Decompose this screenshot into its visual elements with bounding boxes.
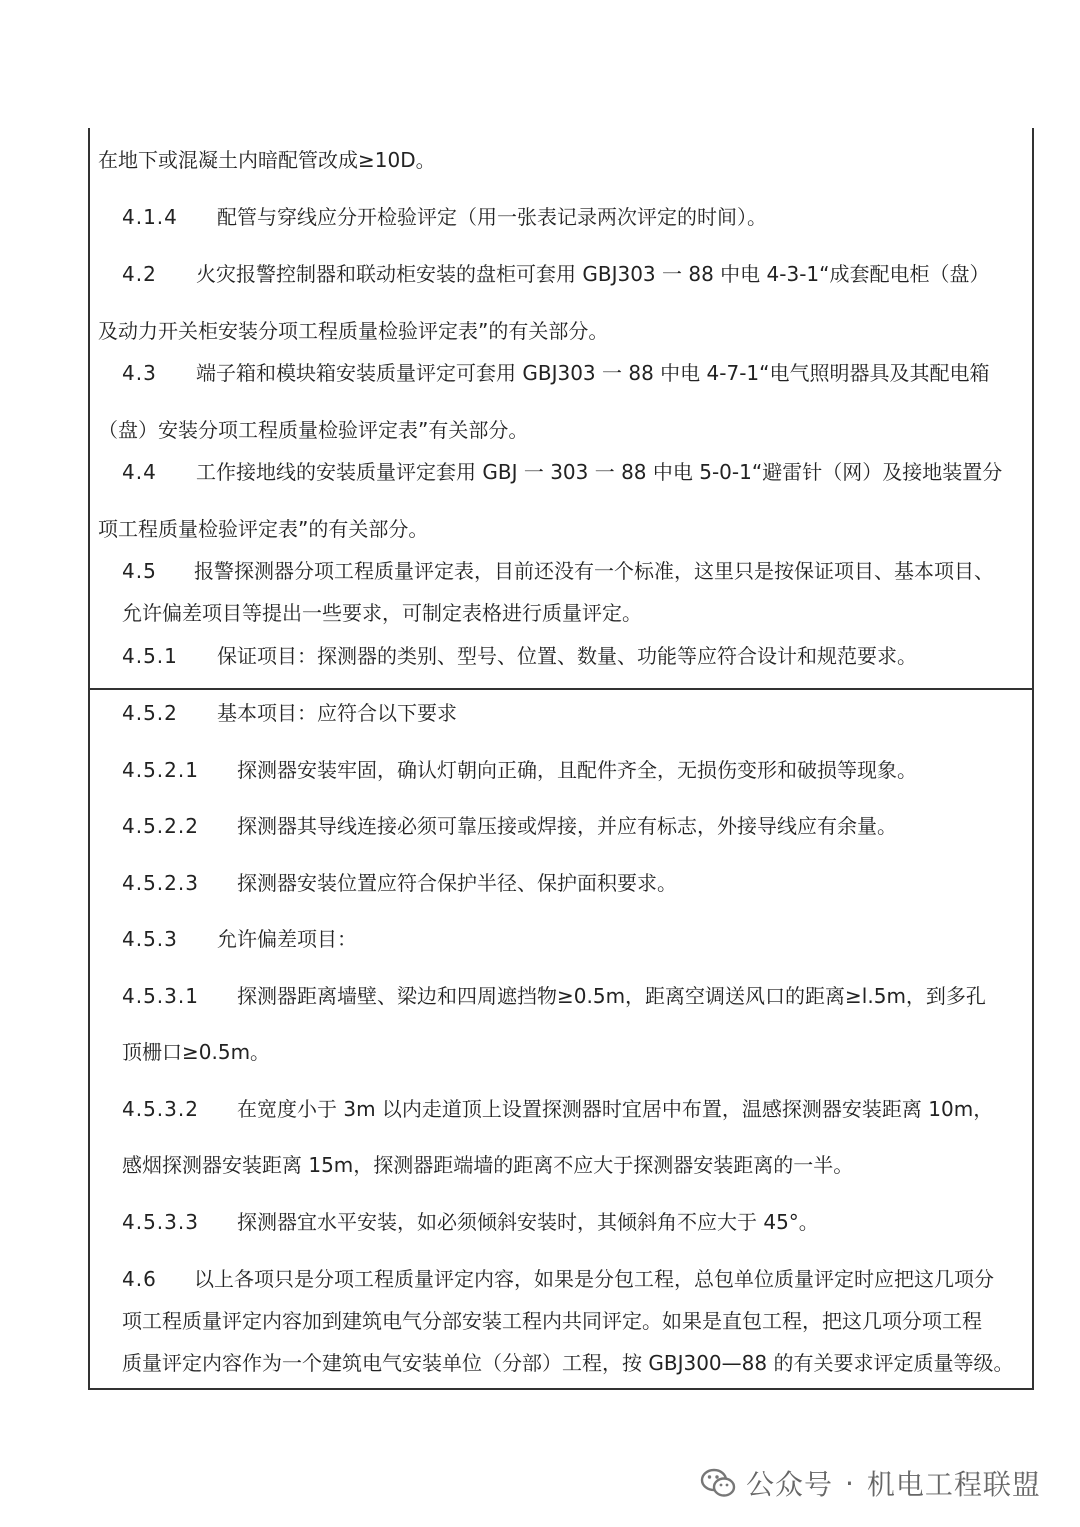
section-number: 4.6 bbox=[122, 1267, 157, 1291]
line-text: 允许偏差项目： bbox=[217, 927, 357, 951]
line-text: 质量评定内容作为一个建筑电气安装单位（分部）工程，按 GBJ300—88 的有关要求评定质量等级。 bbox=[122, 1351, 1014, 1375]
line-5 bbox=[98, 417, 528, 443]
section-number: 4.2 bbox=[122, 262, 157, 286]
line-text: 探测器距离墙壁、梁边和四周遮挡物≥0.5m，距离空调送风口的距离≥l.5m，到多孔 bbox=[237, 984, 986, 1008]
line-0 bbox=[98, 147, 436, 173]
section-number: 4.5.2.3 bbox=[122, 871, 199, 895]
line-10 bbox=[122, 643, 917, 669]
line-text: （盘）安装分项工程质量检验评定表”有关部分。 bbox=[98, 418, 529, 442]
watermark-label: 公众号 bbox=[746, 1468, 834, 1501]
line-text: 报警探测器分项工程质量评定表，目前还没有一个标准，这里只是按保证项目、基本项目、 bbox=[194, 559, 994, 583]
line-text: 探测器宜水平安装，如必须倾斜安装时，其倾斜角不应大于 45°。 bbox=[237, 1210, 819, 1234]
section-number: 4.1.4 bbox=[122, 205, 178, 229]
line-text: 配管与穿线应分开检验评定（用一张表记录两次评定的时间）。 bbox=[217, 205, 767, 229]
line-1 bbox=[122, 204, 767, 230]
line-text: 顶栅口≥0.5m。 bbox=[122, 1040, 271, 1064]
line-text: 工作接地线的安装质量评定套用 GBJ 一 303 一 88 中电 5-0-1“避雷针（网）及接地装置分 bbox=[196, 460, 1003, 484]
watermark-dot: · bbox=[845, 1466, 855, 1500]
section-number: 4.5.1 bbox=[122, 644, 178, 668]
line-text: 感烟探测器安装距离 15m，探测器距端墙的距离不应大于探测器安装距离的一半。 bbox=[122, 1153, 854, 1177]
line-text: 火灾报警控制器和联动柜安装的盘柜可套用 GBJ303 一 88 中电 4-3-1“成套配电柜（盘） bbox=[196, 262, 990, 286]
line-text: 在宽度小于 3m 以内走道顶上设置探测器时宜居中布置，温感探测器安装距离 10m， bbox=[237, 1097, 994, 1121]
line-8 bbox=[122, 558, 994, 584]
section-number: 4.5 bbox=[122, 559, 157, 583]
line-text: 以上各项只是分项工程质量评定内容，如果是分包工程，总包单位质量评定时应把这几项分 bbox=[194, 1267, 994, 1291]
section-number: 4.5.3.3 bbox=[122, 1210, 199, 1234]
line-text: 探测器安装牢固，确认灯朝向正确，且配件齐全，无损伤变形和破损等现象。 bbox=[237, 758, 917, 782]
wechat-icon bbox=[700, 1468, 736, 1498]
line-text: 保证项目：探测器的类别、型号、位置、数量、功能等应符合设计和规范要求。 bbox=[217, 644, 917, 668]
line-text: 在地下或混凝土内暗配管改成≥10D。 bbox=[98, 148, 436, 172]
section-number: 4.5.2 bbox=[122, 701, 178, 725]
line-text: 项工程质量评定内容加到建筑电气分部安装工程内共同评定。如果是直包工程，把这几项分项工程 bbox=[122, 1309, 982, 1333]
section-number: 4.5.3.1 bbox=[122, 984, 199, 1008]
line-text: 允许偏差项目等提出一些要求，可制定表格进行质量评定。 bbox=[122, 601, 642, 625]
line-6 bbox=[122, 459, 1002, 485]
line-9 bbox=[122, 600, 642, 626]
line-text: 基本项目：应符合以下要求 bbox=[217, 701, 457, 725]
line-text: 端子箱和模块箱安装质量评定可套用 GBJ303 一 88 中电 4-7-1“电气照明器具及其配电箱 bbox=[196, 361, 990, 385]
section-number: 4.5.3.2 bbox=[122, 1097, 199, 1121]
section-number: 4.5.2.1 bbox=[122, 758, 199, 782]
line-text: 探测器安装位置应符合保护半径、保护面积要求。 bbox=[237, 871, 677, 895]
page-frame-bottom bbox=[88, 688, 1034, 1390]
line-3 bbox=[98, 318, 608, 344]
line-text: 项工程质量检验评定表”的有关部分。 bbox=[98, 517, 429, 541]
watermark-name: 机电工程联盟 bbox=[866, 1468, 1041, 1501]
section-number: 4.5.2.2 bbox=[122, 814, 199, 838]
line-7 bbox=[98, 516, 428, 542]
line-4 bbox=[122, 360, 990, 386]
section-number: 4.3 bbox=[122, 361, 157, 385]
line-text: 及动力开关柜安装分项工程质量检验评定表”的有关部分。 bbox=[98, 319, 609, 343]
line-text: 探测器其导线连接必须可靠压接或焊接，并应有标志，外接导线应有余量。 bbox=[237, 814, 897, 838]
watermark bbox=[700, 1463, 1041, 1503]
section-number: 4.4 bbox=[122, 460, 157, 484]
line-2 bbox=[122, 261, 990, 287]
section-number: 4.5.3 bbox=[122, 927, 178, 951]
